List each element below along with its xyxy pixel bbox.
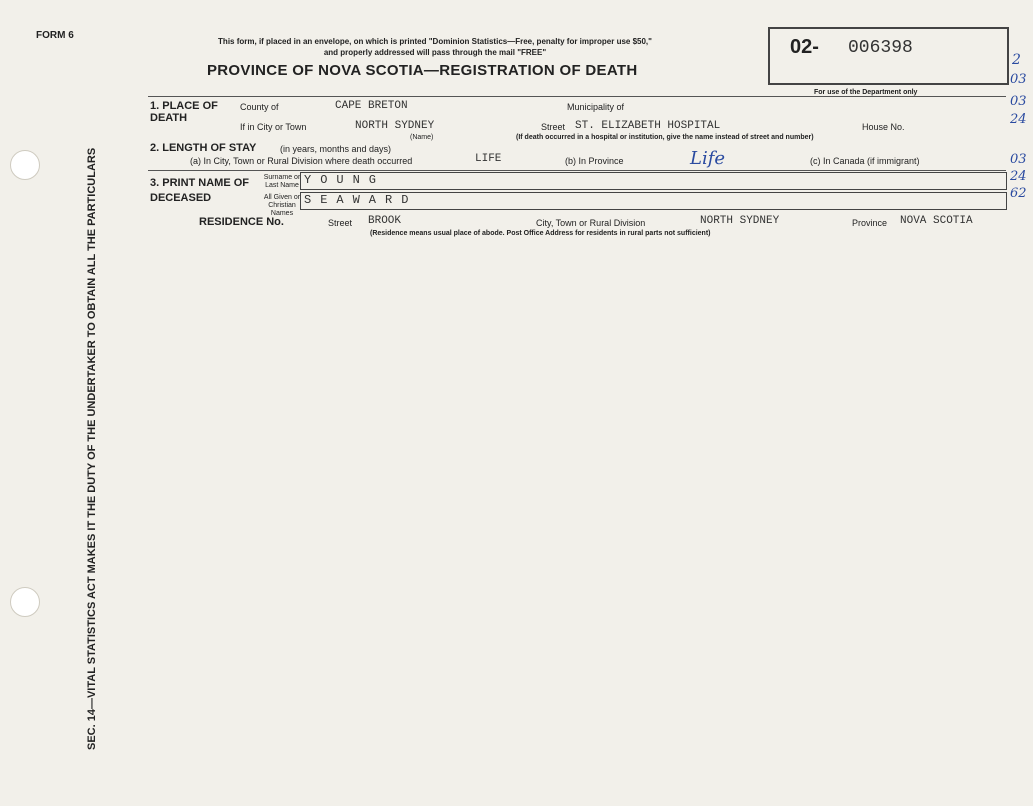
residence-label: RESIDENCE No. bbox=[199, 216, 284, 228]
city-value: NORTH SYDNEY bbox=[355, 120, 435, 132]
form-title: PROVINCE OF NOVA SCOTIA—REGISTRATION OF DEATH bbox=[207, 62, 638, 79]
margin-code: 2 bbox=[1012, 52, 1021, 68]
margin-code: 03 bbox=[1010, 152, 1027, 167]
margin-code: 03 bbox=[1010, 94, 1027, 109]
institution-note: (If death occurred in a hospital or institution, give the name instead of street and number) bbox=[516, 134, 814, 141]
place-of-death-label: 1. PLACE OF DEATH bbox=[150, 100, 218, 124]
residence-street-label: Street bbox=[328, 218, 353, 228]
given-names-hint: All Given or Christian Names bbox=[263, 194, 301, 217]
margin-code: 24 bbox=[1010, 169, 1027, 184]
surname-box bbox=[300, 172, 1007, 190]
mailing-notice: This form, if placed in an envelope, on which is printed "Dominion Statistics—Free, penalty for improper use $50," and properly addressed will pass through the mail "FREE" bbox=[218, 37, 652, 57]
residence-street-value: BROOK bbox=[368, 215, 402, 227]
residence-city-value: NORTH SYDNEY bbox=[700, 215, 780, 227]
city-label: If in City or Town bbox=[240, 122, 307, 132]
residence-note: (Residence means usual place of abode. Post Office Address for residents in rural parts not sufficient) bbox=[370, 230, 711, 237]
residence-province-label: Province bbox=[852, 218, 888, 228]
margin-code: 03 bbox=[1010, 72, 1027, 87]
surname-hint: Surname or Last Name bbox=[263, 174, 301, 189]
stay-city-value: LIFE bbox=[475, 153, 502, 165]
margin-code: 24 bbox=[1010, 112, 1027, 127]
form-label: FORM 6 bbox=[36, 30, 74, 41]
street-label: Street bbox=[541, 122, 566, 132]
municipality-label: Municipality of bbox=[567, 102, 625, 112]
department-use-label: For use of the Department only bbox=[814, 89, 918, 96]
surname-value: YOUNG bbox=[304, 173, 386, 187]
rule bbox=[148, 96, 1006, 97]
length-of-stay-hint: (in years, months and days) bbox=[280, 144, 392, 154]
punch-hole bbox=[10, 150, 40, 180]
stay-canada-label: (c) In Canada (if immigrant) bbox=[810, 156, 920, 166]
rule bbox=[148, 170, 1006, 171]
county-value: CAPE BRETON bbox=[335, 100, 408, 112]
county-label: County of bbox=[240, 102, 279, 112]
print-name-label: 3. PRINT NAME OF DECEASED bbox=[150, 177, 250, 204]
residence-city-label: City, Town or Rural Division bbox=[536, 218, 646, 228]
house-label: House No. bbox=[862, 122, 905, 132]
registration-prefix: 02- bbox=[790, 36, 819, 58]
residence-province-value: NOVA SCOTIA bbox=[900, 215, 973, 227]
length-of-stay-label: 2. LENGTH OF STAY bbox=[150, 142, 257, 154]
stay-city-label: (a) In City, Town or Rural Division where death occurred bbox=[190, 156, 413, 166]
punch-hole bbox=[10, 587, 40, 617]
given-names-value: SEAWARD bbox=[304, 193, 418, 207]
stay-province-label: (b) In Province bbox=[565, 156, 624, 166]
margin-code: 62 bbox=[1010, 186, 1027, 201]
registration-number: 006398 bbox=[848, 38, 913, 58]
death-registration-form: FORM 6 This form, if placed in an envelope, on which is printed "Dominion Statistics—Free, penalty for improper use $50," and properly addressed will pass through the mail "FREE" PROVINCE OF NOVA SCOTIA—REGISTRATION OF DEATH 02- 006398 For use of the Department only 2 03 03 24 03 24 62 SEC. 14—VITAL STATISTICS ACT MAKES IT THE DUTY OF THE UNDERTAKER TO OBTAIN ALL THE PARTICULARS 1. PLACE OF DEATH County of CAPE BRETON Municipality of If in City or Town NORTH SYDNEY (Name) Street ST. ELIZABETH HOSPITAL House No. (If death occurred in a hospital or institution, give the name instead of street and number) 2. LENGTH OF STAY (in years, months and days) (a) In City, Town or Rural Division where death occurred LIFE (b) In Province Life (c) In Canada (if immigrant) 3. PRINT NAME OF DECEASED Surname or Last Name All Given or Christian Names YOUNG SEAWARD RESIDENCE No. Street BROOK City, Town or Rural Division NORTH SYDNEY Province NOVA SCOTIA (Residence means usual place of abode. Post Office Address for residents in rural parts not sufficient) bbox=[0, 0, 1033, 806]
street-value: ST. ELIZABETH HOSPITAL bbox=[575, 120, 721, 132]
name-hint: (Name) bbox=[410, 134, 434, 141]
stay-province-value: Life bbox=[690, 148, 726, 169]
